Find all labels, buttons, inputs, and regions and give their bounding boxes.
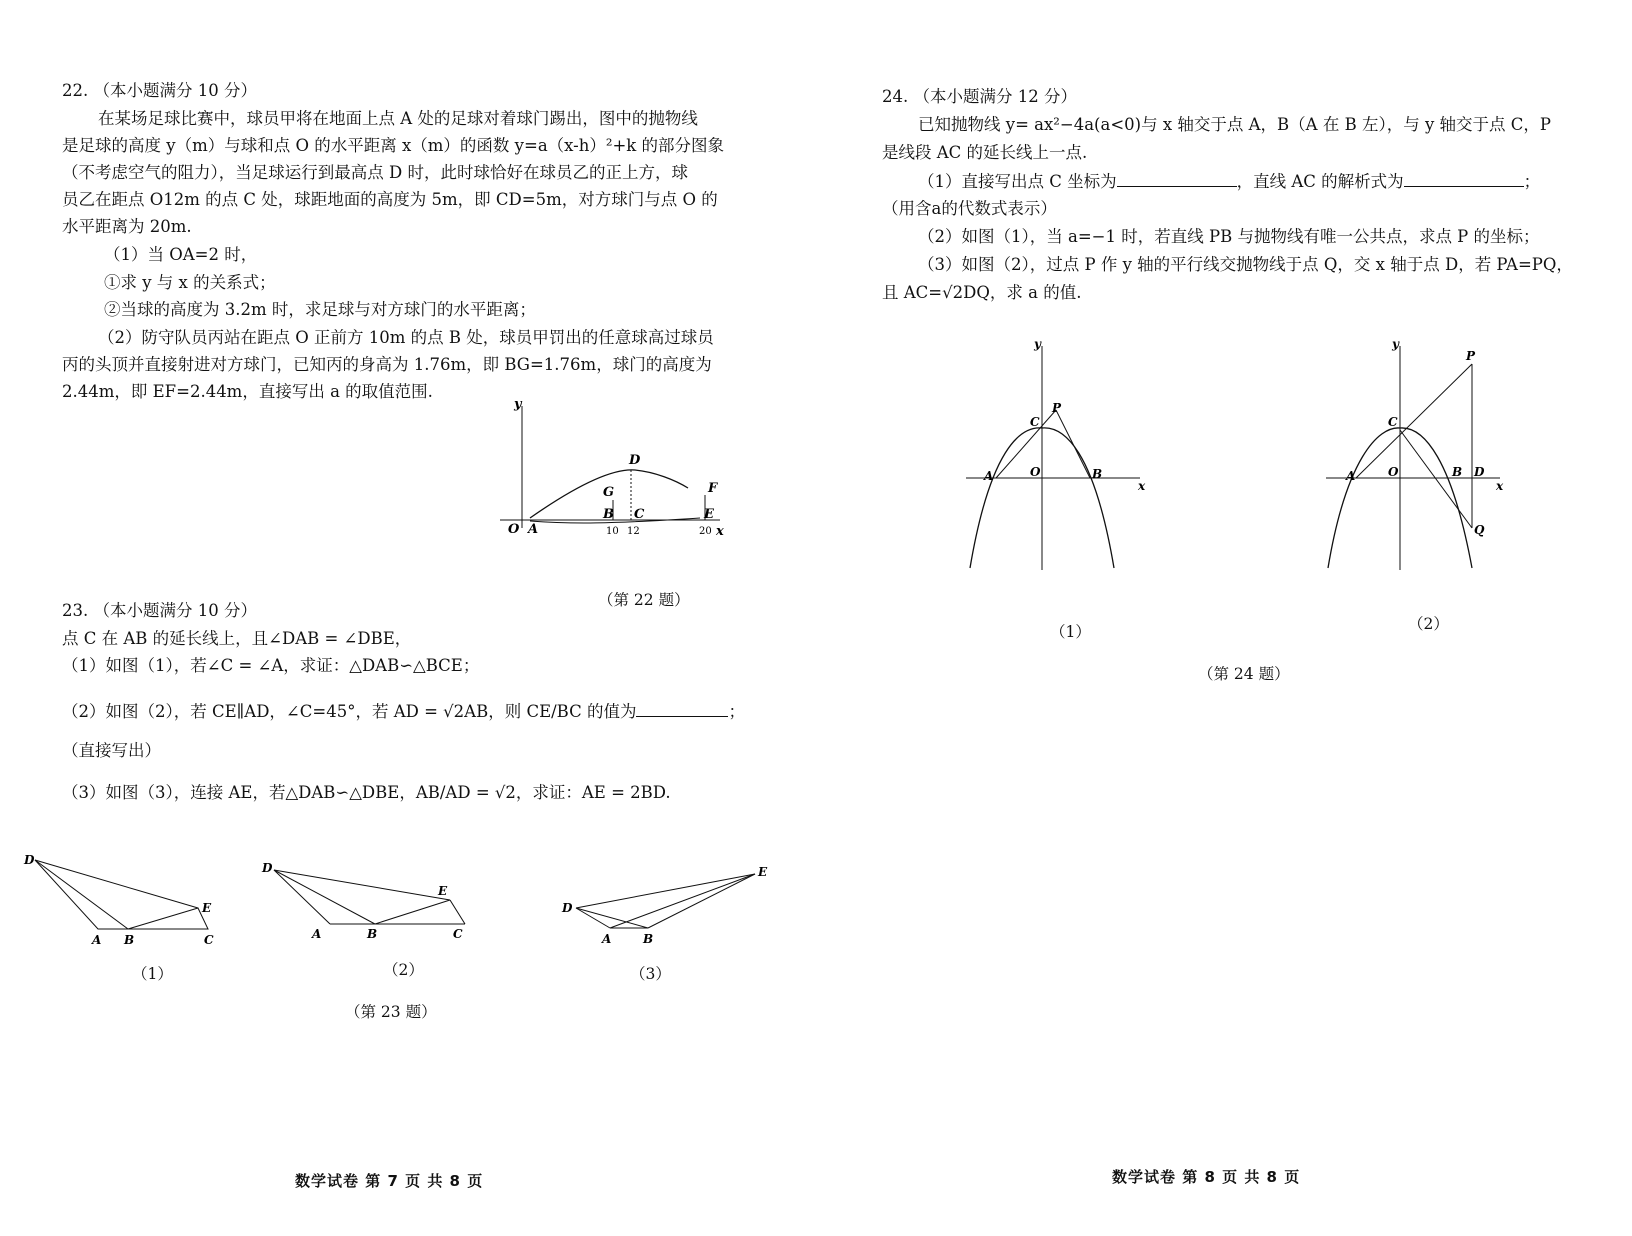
fig24-1-label-x: x: [1138, 479, 1146, 493]
fig23-1-label-B: B: [124, 933, 135, 947]
fig22-label-D: D: [629, 453, 641, 468]
figure-23-caption: （第 23 题）: [345, 1003, 437, 1021]
fig24-1-label-O: O: [1030, 465, 1041, 479]
fig24-2-label-y: y: [1392, 340, 1399, 351]
q24-answer-blank-ac: [1404, 170, 1524, 187]
fig24-2-label-D: D: [1474, 465, 1485, 479]
figure-23-1-caption: （1）: [132, 965, 173, 983]
fig23-3-label-E: E: [758, 865, 768, 879]
figure-23-3: [540, 858, 770, 948]
q24-line: （2）如图（1），当 a=−1 时，若直线 PB 与抛物线有唯一公共点，求点 P 的坐标；: [918, 227, 1540, 246]
fig22-label-C: C: [634, 507, 645, 522]
q22-line: ①求 y 与 x 的关系式；: [104, 273, 276, 292]
figure-24-2: [1320, 340, 1520, 580]
figure-24-2-caption: （2）: [1408, 615, 1449, 633]
figure-23-2: [260, 860, 490, 950]
fig24-2-label-x: x: [1496, 479, 1504, 493]
fig24-2-label-Q: Q: [1474, 523, 1485, 537]
fig23-2-label-A: A: [312, 927, 322, 941]
q22-line: 丙的头顶并直接射进对方球门，已知丙的身高为 1.76m，即 BG=1.76m，球门的高度为: [62, 355, 712, 374]
fig23-1-label-C: C: [204, 933, 214, 947]
q24-line: 且 AC=√2DQ，求 a 的值.: [882, 283, 1082, 302]
page-footer-8: 数学试卷 第 8 页 共 8 页: [1112, 1168, 1301, 1186]
fig22-label-O: O: [508, 522, 520, 537]
fig22-label-y: y: [514, 400, 522, 412]
q24-line: 已知抛物线 y= ax²−4a(a<0)与 x 轴交于点 A，B（A 在 B 左），与 y 轴交于点 C，P: [918, 115, 1551, 134]
q23-line: 点 C 在 AB 的延长线上，且∠DAB = ∠DBE，: [62, 629, 412, 648]
q24-part1-semicolon: ；: [1523, 172, 1541, 191]
left-page: [0, 0, 800, 1236]
fig22-tick-12: 12: [627, 526, 640, 537]
q24-answer-blank-c: [1117, 170, 1237, 187]
figure-23-1: [20, 850, 235, 960]
fig22-tick-20: 20: [699, 526, 712, 537]
q22-line: ②当球的高度为 3.2m 时，求足球与对方球门的水平距离；: [104, 300, 536, 319]
q23-line: （3）如图（3），连接 AE，若△DAB∽△DBE，AB/AD = √2，求证：AE = 2BD.: [62, 783, 671, 802]
q23-part2-text: （2）如图（2），若 CE∥AD，∠C=45°，若 AD = √2AB，则 CE/BC 的值为: [62, 702, 637, 721]
fig22-label-B: B: [603, 507, 614, 522]
q22-line: 2.44m，即 EF=2.44m，直接写出 a 的取值范围.: [62, 382, 433, 401]
q24-title: 24. （本小题满分 12 分）: [882, 87, 1077, 106]
figure-23-2-caption: （2）: [383, 961, 424, 979]
fig22-label-x: x: [716, 524, 724, 539]
fig22-label-F: F: [708, 481, 718, 496]
fig23-2-label-C: C: [453, 927, 463, 941]
fig23-1-label-D: D: [24, 853, 35, 867]
q22-line: 员乙在距点 O12m 的点 C 处，球距地面的高度为 5m，即 CD=5m，对方球门与点 O 的: [62, 190, 718, 209]
fig22-label-E: E: [704, 507, 714, 522]
q24-line: （用含a的代数式表示）: [882, 199, 1057, 218]
page-footer-7: 数学试卷 第 7 页 共 8 页: [295, 1172, 484, 1190]
fig24-1-label-B: B: [1092, 467, 1103, 481]
q22-title: 22. （本小题满分 10 分）: [62, 81, 257, 100]
q23-line: （直接写出）: [62, 741, 161, 760]
q24-line: 是线段 AC 的延长线上一点.: [882, 143, 1088, 162]
fig23-3-label-B: B: [643, 932, 654, 946]
fig24-2-label-P: P: [1466, 349, 1476, 363]
q22-line: 是足球的高度 y（m）与球和点 O 的水平距离 x（m）的函数 y=a（x-h）²+k 的部分图象: [62, 136, 725, 155]
q24-line: （3）如图（2），过点 P 作 y 轴的平行线交抛物线于点 Q，交 x 轴于点 D，若 PA=PQ，: [918, 255, 1573, 274]
q22-line: （1）当 OA=2 时，: [104, 245, 258, 264]
q23-line: （1）如图（1），若∠C = ∠A，求证：△DAB∽△BCE；: [62, 656, 480, 675]
q23-line: [62, 700, 745, 723]
q22-line: （2）防守队员丙站在距点 O 正前方 10m 的点 B 处，球员甲罚出的任意球高过球员: [98, 328, 714, 347]
q24-line: [918, 170, 1540, 193]
fig24-1-label-A: A: [984, 469, 994, 483]
q23-part2-semicolon: ；: [728, 702, 745, 721]
fig22-label-A: A: [528, 522, 539, 537]
fig24-2-label-C: C: [1388, 415, 1398, 429]
figure-22-caption: （第 22 题）: [598, 591, 690, 609]
fig24-1-label-C: C: [1030, 415, 1040, 429]
fig23-2-label-D: D: [262, 861, 273, 875]
q24-part1-text-a: （1）直接写出点 C 坐标为: [918, 172, 1117, 191]
q23-title: 23. （本小题满分 10 分）: [62, 601, 257, 620]
fig24-1-label-y: y: [1034, 340, 1041, 351]
fig22-label-G: G: [603, 485, 615, 500]
q23-answer-blank: [636, 700, 728, 717]
figure-24-1-caption: （1）: [1050, 623, 1091, 641]
fig23-2-label-E: E: [438, 884, 448, 898]
q22-line: 在某场足球比赛中，球员甲将在地面上点 A 处的足球对着球门踢出，图中的抛物线: [98, 109, 698, 128]
fig24-1-label-P: P: [1052, 401, 1062, 415]
q22-line: 水平距离为 20m.: [62, 217, 192, 236]
q22-line: （不考虑空气的阻力），当足球运行到最高点 D 时，此时球恰好在球员乙的正上方，球: [62, 163, 688, 182]
fig23-2-label-B: B: [367, 927, 378, 941]
q24-part1-text-b: ，直线 AC 的解析式为: [1236, 172, 1404, 191]
fig23-1-label-E: E: [202, 901, 212, 915]
fig24-2-label-O: O: [1388, 465, 1399, 479]
fig24-2-label-B: B: [1452, 465, 1463, 479]
figure-24-1: [960, 340, 1160, 580]
figure-24-caption: （第 24 题）: [1198, 665, 1290, 683]
fig24-2-label-A: A: [1346, 469, 1356, 483]
figure-23-3-caption: （3）: [630, 965, 671, 983]
fig23-3-label-A: A: [602, 932, 612, 946]
figure-22: [500, 400, 760, 560]
fig22-tick-10: 10: [606, 526, 619, 537]
right-page: [820, 0, 1632, 1236]
fig23-1-label-A: A: [92, 933, 102, 947]
fig23-3-label-D: D: [562, 901, 573, 915]
